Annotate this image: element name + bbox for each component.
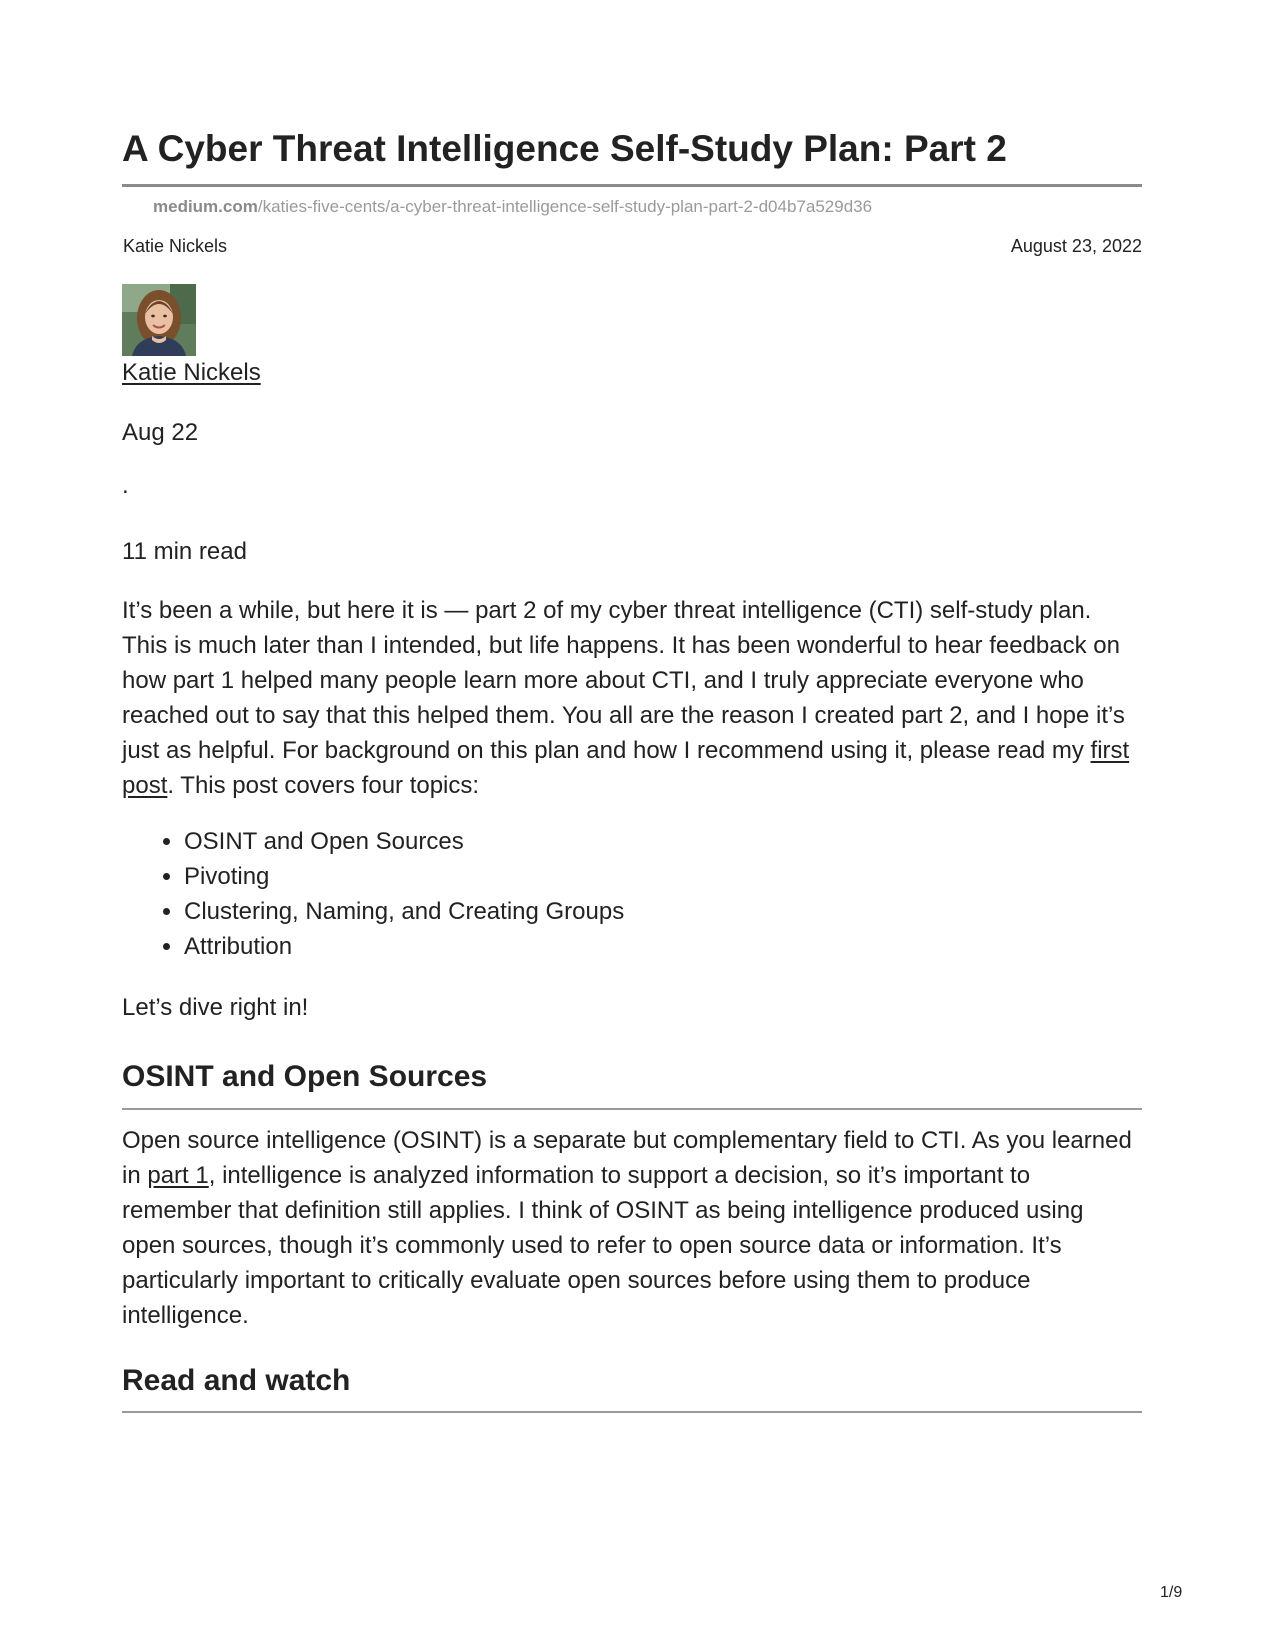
page-title: A Cyber Threat Intelligence Self-Study Plan: Part 2 [122,128,1007,169]
first-post-link[interactable]: first post [122,737,1130,799]
source-path: /katies-five-cents/a-cyber-threat-intelligence-self-study-plan-part-2-d04b7a529d36 [257,197,873,216]
osint-text-start: Open source intelligence (OSINT) is a separate but complementary field to CTI. As you learned in [122,1127,1132,1189]
section-heading-read-watch: Read and watch [122,1364,351,1397]
read-time: 11 min read [122,538,247,565]
intro-paragraph [122,593,1142,803]
topic-item: • Attribution [184,929,624,964]
author-avatar[interactable] [122,284,196,356]
title-divider [122,184,1142,187]
intro-text-end: . This post covers four topics: [167,772,480,799]
source-url [153,197,872,217]
section-heading-osint: OSINT and Open Sources [122,1060,488,1093]
osint-paragraph [122,1123,1142,1333]
avatar-image [122,284,196,356]
section-divider [122,1108,1142,1110]
dive-in-text: Let’s dive right in! [122,994,309,1021]
intro-text-start: It’s been a while, but here it is — part 2 of my cyber threat intelligence (CTI) self-study plan. This is much later than I intended, but life happens. It has been wonderful to hear feedback on how part 1 helped many people learn more about CTI, and I truly appreciate everyone who reached out to say that this helped them. You all are the reason I created part 2, and I hope it’s just as helpful. For background on this plan and how I recommend using it, please read my [122,597,1125,764]
source-domain: medium.com [153,197,258,216]
author-name-link[interactable]: Katie Nickels [122,359,261,386]
meta-date: August 23, 2022 [1010,236,1142,256]
topics-list [122,824,624,964]
post-date: Aug 22 [122,419,199,446]
part-1-link[interactable]: part 1 [147,1162,209,1189]
topic-item: • OSINT and Open Sources [184,824,624,859]
osint-text-end: , intelligence is analyzed information to support a decision, so it’s important to remember that definition still applies. I think of OSINT as being intelligence produced using open sources, though it’s commonly used to refer to open source data or information. It’s particularly important to critically evaluate open sources before using them to produce intelligence. [122,1162,1084,1329]
byline-separator: . [122,472,129,499]
section-divider [122,1411,1142,1413]
topic-item: • Pivoting [184,859,624,894]
page-number: 1/9 [1160,1584,1183,1601]
meta-author: Katie Nickels [123,236,228,256]
topic-item: • Clustering, Naming, and Creating Groups [184,894,624,929]
